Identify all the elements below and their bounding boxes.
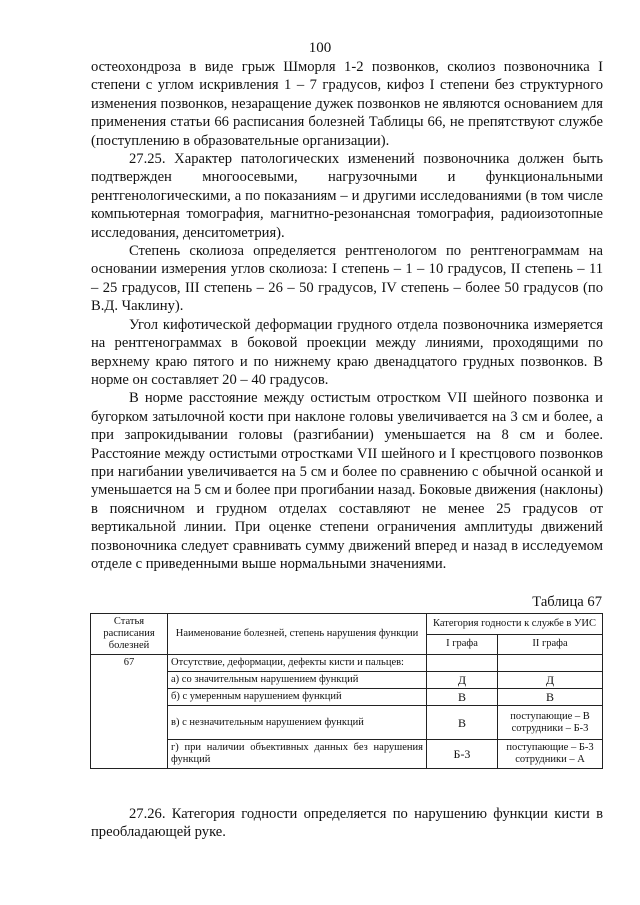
footer-text: [91, 805, 603, 842]
row-category-1: В: [427, 706, 498, 740]
header-category: Категория годности к службе в УИС: [427, 614, 603, 635]
paragraph-continuation: остеохондроза в виде грыж Шморля 1-2 позвонков, сколиоз позвоночника I степени с углом искривления 1 – 7 градусов, кифоз I степени без структурного изменения позвонков, незаращение дужек позвонков не являются основанием для применения статьи 66 расписания болезней Таблицы 66, не препятствуют службе (поступлению в образовательные организации).: [91, 59, 603, 149]
row-intro: Отсутствие, деформации, дефекты кисти и пальцев:: [168, 655, 427, 672]
header-article: Статья расписания болезней: [91, 614, 168, 655]
table-row: [91, 740, 603, 769]
paragraph-27-25: 27.25. Характер патологических изменений позвоночника должен быть подтвержден многоосевыми, нагрузочными и функциональными рентгенологическими, а по показаниям – и другими исследованиями (в том числе компьютерная томография, магнитно-резонансная томография, радиоизотопные исследования, денситометрия).: [91, 151, 603, 241]
table-row: [91, 689, 603, 706]
row-category-2: Д: [498, 672, 603, 689]
paragraph-scoliosis-degree: Степень сколиоза определяется рентгенологом по рентгенограммам на основании измерения углов сколиоза: I степень – 1 – 10 градусов, II степень – 11 – 25 градусов, III степень – 26 – 50 градусов, IV степень – более 50 градусов (по В.Д. Чаклину).: [91, 243, 603, 315]
table-row: [91, 706, 603, 740]
row-desc: в) с незначительным нарушением функций: [168, 706, 427, 740]
row-category-1: Б-3: [427, 740, 498, 769]
table-row: [91, 672, 603, 689]
row-desc: б) с умеренным нарушением функций: [168, 689, 427, 706]
paragraph-normal-values: В норме расстояние между остистым отростком VII шейного позвонка и бугорком затылочной кости при наклоне головы увеличивается на 3 см и более, а при запрокидывании головы (разгибании) уменьшается на 8 см и более. Расстояние между остистыми отростками VII шейного и I крестцового позвонков при нагибании увеличивается на 5 см и более по сравнению с обычной осанкой и уменьшается на 5 см и более при прогибании назад. Боковые движения (наклоны) в поясничном и грудном отделах составляют не менее 25 градусов от вертикальной линии. При оценке степени ограничения амплитуды движений позвоночника следует сравнивать сумму движений вперед и назад в исследуемом отделе с приведенными выше нормальными значениями.: [91, 390, 603, 572]
header-column-2: II графа: [498, 634, 603, 655]
paragraph-kyphosis-angle: Угол кифотической деформации грудного отдела позвоночника измеряется на рентгенограммах в боковой проекции между линиями, проходящими по верхнему краю пятого и по нижнему краю двенадцатого грудных позвонков. В норме он составляет 20 – 40 градусов.: [91, 316, 603, 388]
row-intro-c1: [427, 655, 498, 672]
body-text: [91, 58, 603, 573]
disease-table: [90, 613, 603, 769]
row-desc: а) со значительным нарушением функций: [168, 672, 427, 689]
row-intro-c2: [498, 655, 603, 672]
article-number: 67: [91, 655, 168, 769]
table-caption: Таблица 67: [532, 594, 602, 610]
row-category-1: В: [427, 689, 498, 706]
page-number: 100: [308, 40, 332, 56]
table-row: [91, 655, 603, 672]
row-category-1: Д: [427, 672, 498, 689]
row-category-2: поступающие – Б-3 сотрудники – А: [498, 740, 603, 769]
row-category-2: В: [498, 689, 603, 706]
header-disease-name: Наименование болезней, степень нарушения функции: [168, 614, 427, 655]
row-desc: г) при наличии объективных данных без нарушения функций: [168, 740, 427, 769]
header-column-1: I графа: [427, 634, 498, 655]
table-header-row: [91, 614, 603, 635]
row-category-2: поступающие – В сотрудники – Б-3: [498, 706, 603, 740]
paragraph-27-26: 27.26. Категория годности определяется по нарушению функции кисти в преобладающей руке.: [91, 806, 603, 841]
